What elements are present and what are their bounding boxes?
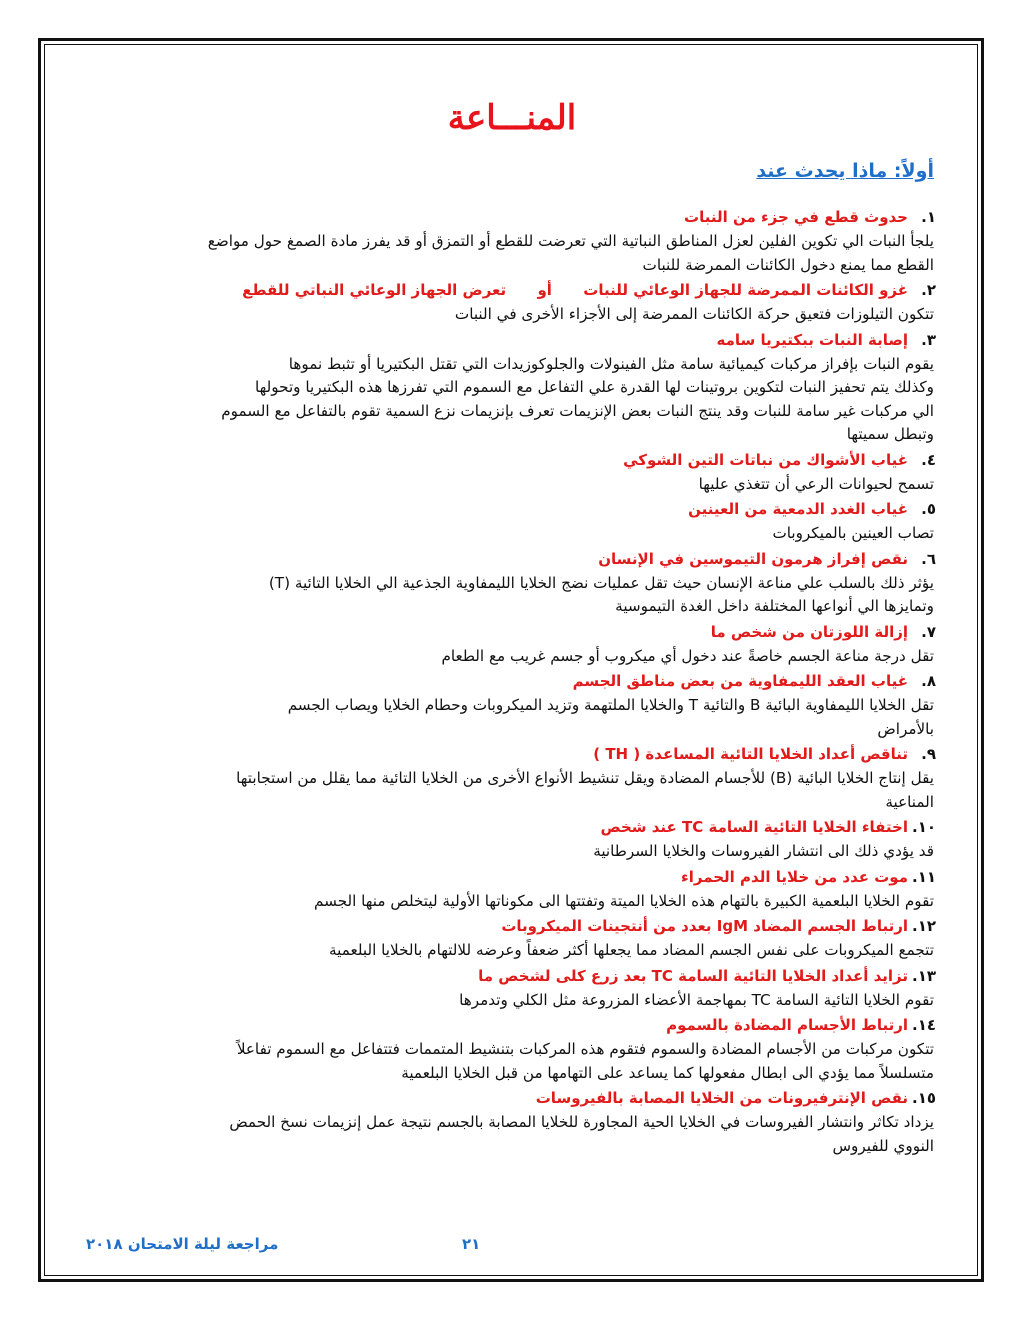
item-heading-text: ارتباط الأجسام المضادة بالسموم — [666, 1016, 908, 1034]
item-heading — [86, 668, 936, 694]
item-heading-text: نقص إفراز هرمون التيموسين في الإنسان — [598, 549, 908, 568]
item-heading — [86, 546, 936, 572]
item-body — [86, 694, 936, 741]
item-body-line: يلجأ النبات الي تكوين الفلين لعزل المناطق النباتية التي تعرضت للقطع أو التمزق أو قد يفرز مادة الصمغ حول مواضع — [207, 232, 934, 250]
item-body — [86, 303, 936, 327]
item-body-line: وتمايزها الي أنواعها المختلفة داخل الغدة التيموسية — [615, 597, 934, 615]
list-item — [86, 864, 936, 914]
page-title: المنـــاعة — [447, 98, 577, 138]
item-body-line: تقل درجة مناعة الجسم خاصةً عند دخول أي ميكروب أو جسم غريب مع الطعام — [441, 646, 934, 665]
item-number: ١. — [921, 208, 936, 226]
item-body — [86, 572, 936, 619]
item-body-line: بالأمراض — [877, 719, 934, 738]
list-item — [86, 668, 936, 741]
item-heading — [86, 277, 936, 303]
item-body — [86, 353, 936, 447]
list-item — [86, 619, 936, 669]
item-heading-text: موت عدد من خلايا الدم الحمراء — [681, 867, 908, 886]
item-heading-text: غياب الغدد الدمعية من العينين — [688, 500, 908, 518]
item-body-line: قد يؤدي ذلك الى انتشار الفيروسات والخلايا السرطانية — [593, 842, 934, 860]
item-number: ٨. — [921, 672, 936, 690]
item-body-line: متسلسلاً مما يؤدي الى ابطال مفعولها كما يساعد على التهامها من قبل الخلايا البلعمية — [401, 1063, 934, 1082]
item-body-line: تقوم الخلايا البلعمية الكبيرة بالتهام هذه الخلايا الميتة وتفتتها الى مكوناتها الأولية ليتخلص منها الجسم — [314, 891, 934, 910]
item-heading — [86, 963, 936, 989]
item-heading — [86, 814, 936, 840]
item-heading-text: ارتباط الجسم المضاد IgM بعدد من أنتجينات الميكروبات — [501, 917, 908, 935]
item-number: ١٤. — [911, 1016, 936, 1034]
item-body — [86, 939, 936, 963]
item-heading-text: نقص الإنترفيرونات من الخلايا المصابة بالفيروسات — [535, 1089, 908, 1107]
item-body — [86, 1111, 936, 1158]
item-body-line: تقل الخلايا الليمفاوية البائية B والتائية T والخلايا الملتهمة وتزيد الميكروبات وحطام الخلايا ويصاب الجسم — [287, 696, 934, 714]
item-body — [86, 645, 936, 669]
item-number: ١١. — [911, 867, 936, 886]
item-heading-text: اختفاء الخلايا التائية السامة TC عند شخص — [600, 818, 908, 836]
list-item — [86, 1085, 936, 1158]
item-body — [86, 522, 936, 546]
item-number: ٤. — [921, 450, 936, 469]
items-list — [86, 204, 936, 1158]
section-heading: أولاً: ماذا يحدث عند — [756, 160, 934, 182]
item-heading — [86, 619, 936, 645]
page-number: ٢١ — [462, 1235, 481, 1253]
item-heading-text: إصابة النبات ببكتيريا سامه — [716, 330, 908, 349]
item-body-line: وكذلك يتم تحفيز النبات لتكوين بروتينات لها القدرة علي التفاعل مع السموم التي تفرزها هذه البكتيريا وتحولها — [255, 378, 934, 396]
item-body — [86, 230, 936, 277]
list-item — [86, 546, 936, 619]
list-item — [86, 814, 936, 864]
item-body-line: يقل إنتاج الخلايا البائية (B) للأجسام المضادة ويقل تنشيط الأنواع الأخرى من الخلايا التائية مما يقلل من استجابتها — [236, 769, 934, 787]
item-heading — [86, 913, 936, 939]
footer-label: مراجعة ليلة الامتحان ٢٠١٨ — [86, 1235, 279, 1253]
item-heading — [86, 327, 936, 353]
item-number: ١٠. — [911, 818, 936, 836]
item-heading-text: غزو الكائنات الممرضة للجهاز الوعائي للنبات أو تعرض الجهاز الوعائي النباتي للقطع — [242, 281, 908, 299]
list-item — [86, 741, 936, 814]
item-body-line: الي مركبات غير سامة للنبات وقد ينتج النبات بعض الإنزيمات تعرف بإنزيمات نزع السمية تقوم بالتفاعل مع السموم — [221, 401, 934, 420]
item-body — [86, 767, 936, 814]
item-body-line: تصاب العينين بالميكروبات — [772, 524, 934, 542]
item-body-line: تسمح لحيوانات الرعي أن تتغذي عليها — [698, 474, 934, 493]
item-heading-text: إزالة اللوزتان من شخص ما — [710, 622, 908, 641]
item-body-line: القطع مما يمنع دخول الكائنات الممرضة للنبات — [642, 255, 934, 274]
item-number: ١٢. — [911, 917, 936, 935]
item-heading-text: غياب الأشواك من نباتات التين الشوكي — [623, 450, 908, 469]
item-heading-text: تزايد أعداد الخلايا التائية السامة TC بعد زرع كلى لشخص ما — [478, 966, 908, 985]
item-body-line: تتجمع الميكروبات على نفس الجسم المضاد مما يجعلها أكثر ضعفاً وعرضه للالتهام بالخلايا البلعمية — [329, 941, 934, 959]
item-number: ٢. — [921, 281, 936, 299]
item-body-line: تتكون مركبات من الأجسام المضادة والسموم فتقوم هذه المركبات بتنشيط المتممات فتتفاعل مع السموم تفاعلاً — [236, 1040, 934, 1058]
item-number: ٣. — [921, 330, 936, 349]
item-body-line: النووي للفيروس — [832, 1136, 934, 1155]
item-heading — [86, 447, 936, 473]
item-body-line: يقوم النبات بإفراز مركبات كيميائية سامة مثل الفينولات والجلوكوزيدات التي تقتل البكتيريا أو تثبط نموها — [288, 354, 934, 373]
item-number: ١٥. — [911, 1089, 936, 1107]
item-body — [86, 840, 936, 864]
list-item — [86, 496, 936, 546]
item-body — [86, 1038, 936, 1085]
item-body — [86, 989, 936, 1013]
list-item — [86, 327, 936, 447]
item-body-line: وتبطل سميتها — [846, 425, 934, 443]
list-item — [86, 204, 936, 277]
item-body-line: يزداد تكاثر وانتشار الفيروسات في الخلايا الحية المجاورة للخلايا المصابة بالجسم نتيجة عمل إنزيمات نسخ الحمض — [229, 1113, 934, 1131]
item-heading-text: تناقص أعداد الخلايا التائية المساعدة ( TH ) — [593, 745, 908, 763]
item-body-line: يؤثر ذلك بالسلب علي مناعة الإنسان حيث تقل عمليات نضج الخلايا الليمفاوية الجذعية الي الخلايا التائية (T) — [268, 573, 934, 592]
item-heading — [86, 204, 936, 230]
item-number: ٦. — [921, 549, 936, 568]
item-number: ٧. — [921, 622, 936, 641]
item-number: ٥. — [921, 500, 936, 518]
list-item — [86, 447, 936, 497]
item-body-line: المناعية — [885, 792, 934, 811]
list-item — [86, 277, 936, 327]
item-heading — [86, 1012, 936, 1038]
item-body — [86, 473, 936, 497]
item-heading — [86, 741, 936, 767]
item-heading — [86, 496, 936, 522]
item-heading — [86, 864, 936, 890]
item-body — [86, 890, 936, 914]
item-heading-text: حدوث قطع في جزء من النبات — [684, 208, 908, 226]
list-item — [86, 913, 936, 963]
item-heading — [86, 1085, 936, 1111]
item-number: ٩. — [921, 745, 936, 763]
item-number: ١٣. — [911, 966, 936, 985]
list-item — [86, 1012, 936, 1085]
item-body-line: تتكون التيلوزات فتعيق حركة الكائنات الممرضة إلى الأجزاء الأخرى في النبات — [454, 305, 934, 323]
item-body-line: تقوم الخلايا التائية السامة TC بمهاجمة الأعضاء المزروعة مثل الكلي وتدمرها — [459, 990, 934, 1009]
item-heading-text: غياب العقد الليمفاوية من بعض مناطق الجسم — [572, 672, 908, 690]
list-item — [86, 963, 936, 1013]
